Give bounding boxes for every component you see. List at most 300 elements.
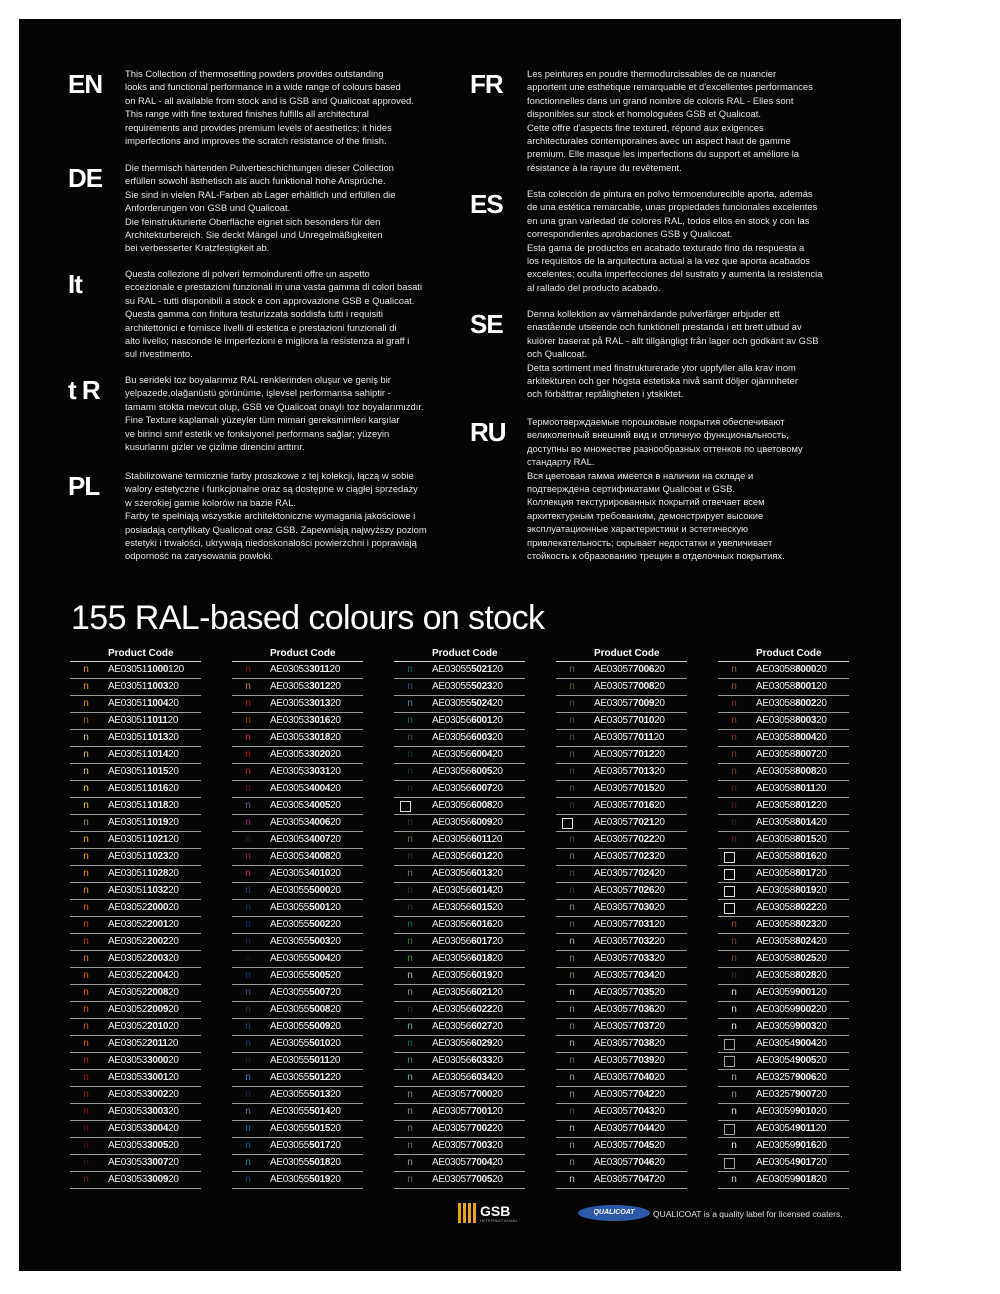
table-row [232, 1104, 363, 1121]
language-code: t R [68, 375, 100, 405]
product-code-suffix: 20 [654, 664, 665, 675]
product-code [756, 985, 827, 1001]
product-code [270, 849, 341, 865]
product-code [756, 1070, 827, 1086]
product-code-ral: 7010 [633, 715, 655, 726]
colour-swatch: n [245, 664, 251, 675]
colour-swatch: n [731, 817, 737, 828]
product-code-prefix: AE03057 [594, 766, 634, 777]
product-code-ral: 4006 [309, 817, 331, 828]
table-row [232, 679, 363, 696]
product-code [108, 951, 179, 967]
product-code [432, 1036, 503, 1052]
product-code-suffix: 20 [168, 1123, 179, 1134]
product-code-ral: 5023 [471, 681, 493, 692]
product-code-prefix: AE03057 [594, 1004, 634, 1015]
product-code-prefix: AE03051 [108, 732, 148, 743]
product-code-suffix: 20 [492, 800, 503, 811]
product-code-ral: 7031 [633, 919, 655, 930]
table-row [718, 866, 849, 883]
product-code-ral: 9017 [795, 1157, 817, 1168]
product-code-suffix: 20 [815, 1123, 827, 1134]
product-code-prefix: AE03057 [432, 1106, 472, 1117]
colour-swatch: n [245, 1021, 251, 1032]
table-row [718, 679, 849, 696]
product-code [108, 713, 178, 729]
product-code-prefix: AE03057 [594, 1021, 634, 1032]
product-code-ral: 7022 [633, 834, 655, 845]
product-code [432, 883, 503, 899]
language-block [68, 373, 468, 453]
product-code-ral: 8012 [795, 800, 817, 811]
colour-swatch: n [83, 817, 89, 828]
product-code-suffix: 20 [168, 1106, 179, 1117]
colour-swatch: n [569, 1157, 575, 1168]
product-code [108, 968, 179, 984]
table-row [232, 781, 363, 798]
table-row [556, 781, 687, 798]
product-code [594, 1070, 665, 1086]
product-code-suffix: 20 [492, 953, 503, 964]
product-code-ral: 7016 [633, 800, 655, 811]
product-code-suffix: 20 [330, 1157, 341, 1168]
product-code-prefix: AE03053 [108, 1055, 148, 1066]
product-code-prefix: AE03057 [432, 1157, 472, 1168]
colour-swatch: n [83, 936, 89, 947]
table-row [232, 900, 363, 917]
product-code-ral: 6033 [471, 1055, 493, 1066]
product-code-suffix: 20 [168, 1072, 179, 1083]
colour-swatch: n [407, 698, 413, 709]
product-code-prefix: AE03057 [594, 1072, 634, 1083]
colour-swatch: n [83, 800, 89, 811]
language-code: It [68, 269, 82, 299]
product-code-ral: 9018 [795, 1174, 817, 1185]
table-row [394, 1036, 525, 1053]
product-code-suffix: 20 [816, 953, 827, 964]
product-code [756, 798, 827, 814]
table-row [70, 934, 201, 951]
product-code-suffix: 20 [168, 970, 179, 981]
product-code [432, 900, 503, 916]
product-code-ral: 6005 [471, 766, 493, 777]
product-code-suffix: 20 [168, 698, 179, 709]
product-code-ral: 7040 [633, 1072, 655, 1083]
product-code-prefix: AE03057 [594, 681, 634, 692]
product-code-suffix: 20 [330, 1038, 341, 1049]
table-row [70, 1104, 201, 1121]
product-code-suffix: 20 [330, 800, 341, 811]
product-code-ral: 6008 [471, 800, 493, 811]
colour-swatch: n [83, 1004, 89, 1015]
product-code-prefix: AE03055 [270, 1157, 310, 1168]
language-description: Термоотверждаемые порошковые покрытия обеспечивают великолепный внешний вид и отличную функциональность, доступны во множестве разнообразных оттенков по цветовому стандарту RAL. Вся цветовая гамма имеется в наличии на складе и подтверждена сертификатами Qualicoat и GSB. Коллекция текстурированных покрытий отвечает всем архитектурным требованиям, демонстрирует высокие эксплуатационные характеристики и эстетическую привлекательность; скрывает недостатки и увеличивает стойкость к образованию трещин в отделочных покрытиях. [527, 416, 803, 562]
product-code-suffix: 20 [815, 783, 827, 794]
product-code-suffix: 20 [492, 698, 503, 709]
colour-swatch: n [83, 970, 89, 981]
product-code-suffix: 20 [492, 919, 503, 930]
table-row [70, 798, 201, 815]
colour-swatch: n [731, 970, 737, 981]
product-code [594, 968, 665, 984]
product-code-prefix: AE03057 [594, 1174, 634, 1185]
colour-box-icon [724, 1124, 735, 1135]
table-row [394, 679, 525, 696]
product-code-prefix: AE03058 [756, 715, 796, 726]
colour-swatch: n [245, 936, 251, 947]
product-code [432, 849, 503, 865]
product-code-prefix: AE03056 [432, 1038, 472, 1049]
product-code [270, 1104, 341, 1120]
product-code-ral: 3002 [147, 1089, 169, 1100]
product-code-suffix: 20 [816, 834, 827, 845]
product-code-ral: 2008 [147, 987, 169, 998]
product-code-prefix: AE03056 [432, 970, 472, 981]
colour-swatch: n [569, 919, 575, 930]
product-code-ral: 6013 [471, 868, 493, 879]
product-code-prefix: AE03055 [432, 698, 472, 709]
product-code [432, 1053, 503, 1069]
table-row [556, 934, 687, 951]
product-code-suffix: 20 [816, 715, 827, 726]
colour-box-icon [724, 1056, 735, 1067]
product-code-prefix: AE03053 [270, 851, 310, 862]
product-code-prefix: AE03053 [108, 1072, 148, 1083]
product-code-suffix: 20 [330, 953, 341, 964]
product-code-suffix: 20 [816, 936, 827, 947]
product-code-prefix: AE03059 [756, 1174, 796, 1185]
product-code-suffix: 20 [654, 1072, 665, 1083]
colour-swatch: n [83, 1174, 89, 1185]
product-code-suffix: 20 [816, 1055, 827, 1066]
colour-swatch: n [407, 681, 413, 692]
product-code-prefix: AE03051 [108, 766, 148, 777]
product-code-prefix: AE03054 [756, 1038, 796, 1049]
product-column [556, 648, 687, 1189]
colour-swatch: n [407, 766, 413, 777]
product-code-ral: 5008 [309, 1004, 331, 1015]
product-code [594, 781, 665, 797]
product-code-prefix: AE03055 [270, 1140, 310, 1151]
product-code-prefix: AE03056 [432, 953, 472, 964]
colour-swatch: n [245, 1140, 251, 1151]
product-code-suffix: 20 [492, 1004, 503, 1015]
table-row [556, 1053, 687, 1070]
table-row [232, 968, 363, 985]
product-code-prefix: AE03056 [432, 868, 472, 879]
product-code-ral: 1016 [147, 783, 169, 794]
table-row [556, 968, 687, 985]
product-code-suffix: 20 [492, 868, 503, 879]
colour-swatch: n [731, 698, 737, 709]
product-code-suffix: 20 [330, 851, 341, 862]
colour-box-icon [724, 852, 735, 863]
language-description: Denna kollektion av värmehärdande pulverfärger erbjuder ett enastående utseende och funktionell prestanda i ett brett utbud av kulörer baserat på RAL - allt tillgängligt från lager och godkänt av GSB och Qualicoat. Detta sortiment med finstrukturerade ytor uppfyller alla krav inom arkitekturen och ger högsta estetiska nivå samt döljer ojämnheter och förbättrar reptåligheten i ytskiktet. [527, 308, 819, 400]
product-code [108, 866, 179, 882]
product-code-suffix: 20 [816, 1038, 827, 1049]
colour-swatch: n [569, 1123, 575, 1134]
product-code-suffix: 20 [167, 715, 179, 726]
colour-swatch: n [731, 749, 737, 760]
headline: 155 RAL-based colours on stock [71, 599, 545, 637]
product-code [270, 1002, 341, 1018]
product-code [756, 713, 827, 729]
product-code-ral: 8001 [795, 681, 817, 692]
product-code-suffix: 20 [816, 868, 827, 879]
table-row [232, 798, 363, 815]
product-code-ral: 6034 [471, 1072, 493, 1083]
table-row [718, 798, 849, 815]
table-row [70, 1121, 201, 1138]
colour-swatch: n [731, 1004, 737, 1015]
product-code-prefix: AE03058 [756, 919, 796, 930]
product-code-ral: 8023 [795, 919, 817, 930]
product-code-suffix: 20 [654, 936, 665, 947]
product-code [756, 1036, 827, 1052]
product-code [594, 1002, 665, 1018]
product-code-ral: 3020 [309, 749, 331, 760]
table-row [232, 951, 363, 968]
colour-swatch: n [569, 1140, 575, 1151]
product-code-prefix: AE03056 [432, 919, 472, 930]
product-code [432, 1121, 503, 1137]
product-code-prefix: AE03053 [108, 1140, 148, 1151]
product-code [432, 781, 503, 797]
colour-swatch: n [83, 1106, 89, 1117]
colour-swatch: n [245, 1174, 251, 1185]
product-code-prefix: AE03057 [594, 851, 634, 862]
product-code [108, 1053, 179, 1069]
column-header: Product Code [232, 648, 363, 662]
table-row [232, 1155, 363, 1172]
product-code-prefix: AE03057 [594, 1055, 634, 1066]
product-code-suffix: 20 [168, 885, 179, 896]
product-code [108, 900, 179, 916]
product-code-ral: 8011 [795, 783, 816, 794]
product-code-suffix: 20 [330, 885, 341, 896]
colour-swatch: n [83, 732, 89, 743]
product-code-ral: 6022 [471, 1004, 493, 1015]
product-code-suffix: 20 [816, 902, 827, 913]
colour-swatch: n [407, 1174, 413, 1185]
product-code-ral: 9007 [795, 1089, 817, 1100]
product-code-ral: 5005 [309, 970, 331, 981]
product-code-prefix: AE03055 [270, 885, 310, 896]
table-row [70, 849, 201, 866]
colour-swatch: n [245, 919, 251, 930]
product-code-suffix: 20 [168, 987, 179, 998]
colour-swatch: n [569, 1174, 575, 1185]
table-row [232, 883, 363, 900]
product-code [432, 662, 503, 678]
colour-swatch: n [569, 732, 575, 743]
colour-swatch: n [407, 1140, 413, 1151]
product-code-suffix: 20 [168, 919, 179, 930]
product-code-prefix: AE03051 [108, 868, 148, 879]
product-code-prefix: AE03055 [270, 902, 310, 913]
colour-swatch: n [83, 1140, 89, 1151]
product-code-ral: 2003 [147, 953, 169, 964]
table-row [556, 1036, 687, 1053]
product-code [594, 1172, 665, 1188]
product-code-ral: 3016 [309, 715, 331, 726]
product-code-prefix: AE03054 [756, 1157, 796, 1168]
product-code-ral: 7030 [633, 902, 655, 913]
product-code [108, 781, 179, 797]
colour-swatch: n [245, 953, 251, 964]
table-row [232, 730, 363, 747]
product-code-suffix: 20 [330, 868, 341, 879]
product-code-suffix: 20 [492, 1055, 503, 1066]
product-code-prefix: AE03054 [756, 1055, 796, 1066]
colour-swatch: n [731, 1174, 737, 1185]
product-code-suffix: 20 [168, 1174, 179, 1185]
table-row [394, 1019, 525, 1036]
product-code [270, 934, 341, 950]
product-code-ral: 4007 [309, 834, 331, 845]
product-code-suffix: 20 [816, 800, 827, 811]
product-code-prefix: AE03056 [432, 987, 472, 998]
product-code-ral: 3004 [147, 1123, 169, 1134]
product-code-suffix: 20 [654, 970, 665, 981]
product-code-ral: 5007 [309, 987, 331, 998]
product-code-suffix: 20 [492, 766, 503, 777]
colour-swatch: n [407, 868, 413, 879]
product-code-prefix: AE03052 [108, 953, 148, 964]
colour-swatch: n [569, 698, 575, 709]
colour-swatch: n [407, 902, 413, 913]
product-code-ral: 7000 [471, 1089, 493, 1100]
product-code-prefix: AE03056 [432, 1055, 472, 1066]
product-code-prefix: AE03053 [108, 1089, 148, 1100]
colour-swatch: n [83, 1038, 89, 1049]
product-code-suffix: 20 [330, 1174, 341, 1185]
product-code-suffix: 20 [654, 902, 665, 913]
product-code-prefix: AE03051 [108, 698, 148, 709]
table-row [556, 798, 687, 815]
product-code-suffix: 20 [168, 953, 179, 964]
product-code-ral: 7033 [633, 953, 655, 964]
product-code [756, 730, 827, 746]
product-code [108, 1070, 179, 1086]
product-code [270, 968, 341, 984]
product-code-ral: 1004 [147, 698, 169, 709]
product-code [756, 866, 827, 882]
product-code-ral: 9005 [795, 1055, 817, 1066]
table-row [556, 1070, 687, 1087]
product-code-ral: 5010 [309, 1038, 331, 1049]
colour-swatch: n [83, 902, 89, 913]
colour-swatch: n [407, 953, 413, 964]
colour-swatch: n [407, 1157, 413, 1168]
product-code-ral: 7005 [471, 1174, 493, 1185]
product-code [594, 1121, 665, 1137]
colour-box-icon [724, 1158, 735, 1169]
table-row [394, 866, 525, 883]
product-code [270, 1053, 340, 1069]
table-row [70, 781, 201, 798]
product-code-ral: 8025 [795, 953, 817, 964]
colour-swatch: n [569, 1021, 575, 1032]
product-code-prefix: AE03056 [432, 783, 472, 794]
qualicoat-note: QUALICOAT is a quality label for licensed coaters. [653, 1209, 843, 1219]
product-code-suffix: 20 [816, 970, 827, 981]
product-code-prefix: AE03058 [756, 749, 796, 760]
table-row [718, 781, 849, 798]
product-code [270, 730, 341, 746]
product-code-suffix: 120 [168, 664, 184, 675]
product-code-prefix: AE03058 [756, 953, 796, 964]
product-code-prefix: AE03058 [756, 783, 796, 794]
product-code-ral: 7011 [633, 732, 654, 743]
product-code-prefix: AE03057 [594, 800, 634, 811]
product-code-prefix: AE03055 [270, 987, 310, 998]
colour-swatch: n [245, 681, 251, 692]
table-row [70, 1138, 201, 1155]
colour-swatch: n [407, 1123, 413, 1134]
product-code-prefix: AE03056 [432, 766, 472, 777]
table-row [556, 815, 687, 832]
product-code [432, 815, 503, 831]
product-code-ral: 8015 [795, 834, 817, 845]
product-code [432, 866, 503, 882]
product-code-ral: 5009 [309, 1021, 331, 1032]
colour-swatch: n [83, 868, 89, 879]
product-code-prefix: AE03057 [594, 1157, 634, 1168]
product-code [108, 764, 179, 780]
product-code [432, 1155, 503, 1171]
product-code [270, 917, 341, 933]
product-code-prefix: AE03052 [108, 970, 148, 981]
gsb-bars-icon [458, 1203, 476, 1223]
product-code [108, 1104, 179, 1120]
table-row [394, 849, 525, 866]
product-code-ral: 6029 [471, 1038, 493, 1049]
product-code-suffix: 20 [168, 868, 179, 879]
product-code-suffix: 20 [654, 987, 665, 998]
colour-swatch: n [245, 732, 251, 743]
product-code-suffix: 20 [654, 698, 665, 709]
colour-swatch: n [245, 749, 251, 760]
product-code [432, 798, 503, 814]
table-row [232, 1002, 363, 1019]
language-description: Les peintures en poudre thermodurcissables de ce nuancier apportent une esthétique remarquable et d'excellentes performances fonctionnelles dans un grand nombre de coloris RAL - Elles sont disponibles sur stock et homologuées GSB et Qualicoat. Cette offre d'aspects fine textured, répond aux exigences architecturales contemporaines avec un aspect haut de gamme premium. Elle masque les imperfections du support et améliore la résistance à la rayure du revêtement. [527, 68, 813, 173]
colour-swatch: n [407, 936, 413, 947]
product-code-prefix: AE03058 [756, 698, 796, 709]
product-code-prefix: AE03052 [108, 919, 148, 930]
product-code-ral: 7046 [633, 1157, 655, 1168]
table-row [394, 968, 525, 985]
product-code-suffix: 20 [654, 885, 665, 896]
colour-swatch: n [569, 851, 575, 862]
product-code-prefix: AE03055 [270, 936, 310, 947]
colour-swatch: n [731, 783, 737, 794]
product-code-suffix: 20 [654, 1140, 665, 1151]
product-code-ral: 7047 [633, 1174, 655, 1185]
product-code-suffix: 20 [654, 817, 665, 828]
product-code-prefix: AE03057 [594, 834, 634, 845]
colour-swatch: n [407, 1089, 413, 1100]
colour-swatch: n [83, 851, 89, 862]
product-code [270, 679, 341, 695]
colour-swatch: n [407, 1004, 413, 1015]
product-code-suffix: 20 [168, 936, 179, 947]
product-code-prefix: AE03056 [432, 834, 472, 845]
product-code-ral: 5021 [471, 664, 493, 675]
product-code-suffix: 20 [491, 834, 503, 845]
product-code-ral: 5001 [309, 902, 331, 913]
product-code-ral: 3012 [309, 681, 331, 692]
